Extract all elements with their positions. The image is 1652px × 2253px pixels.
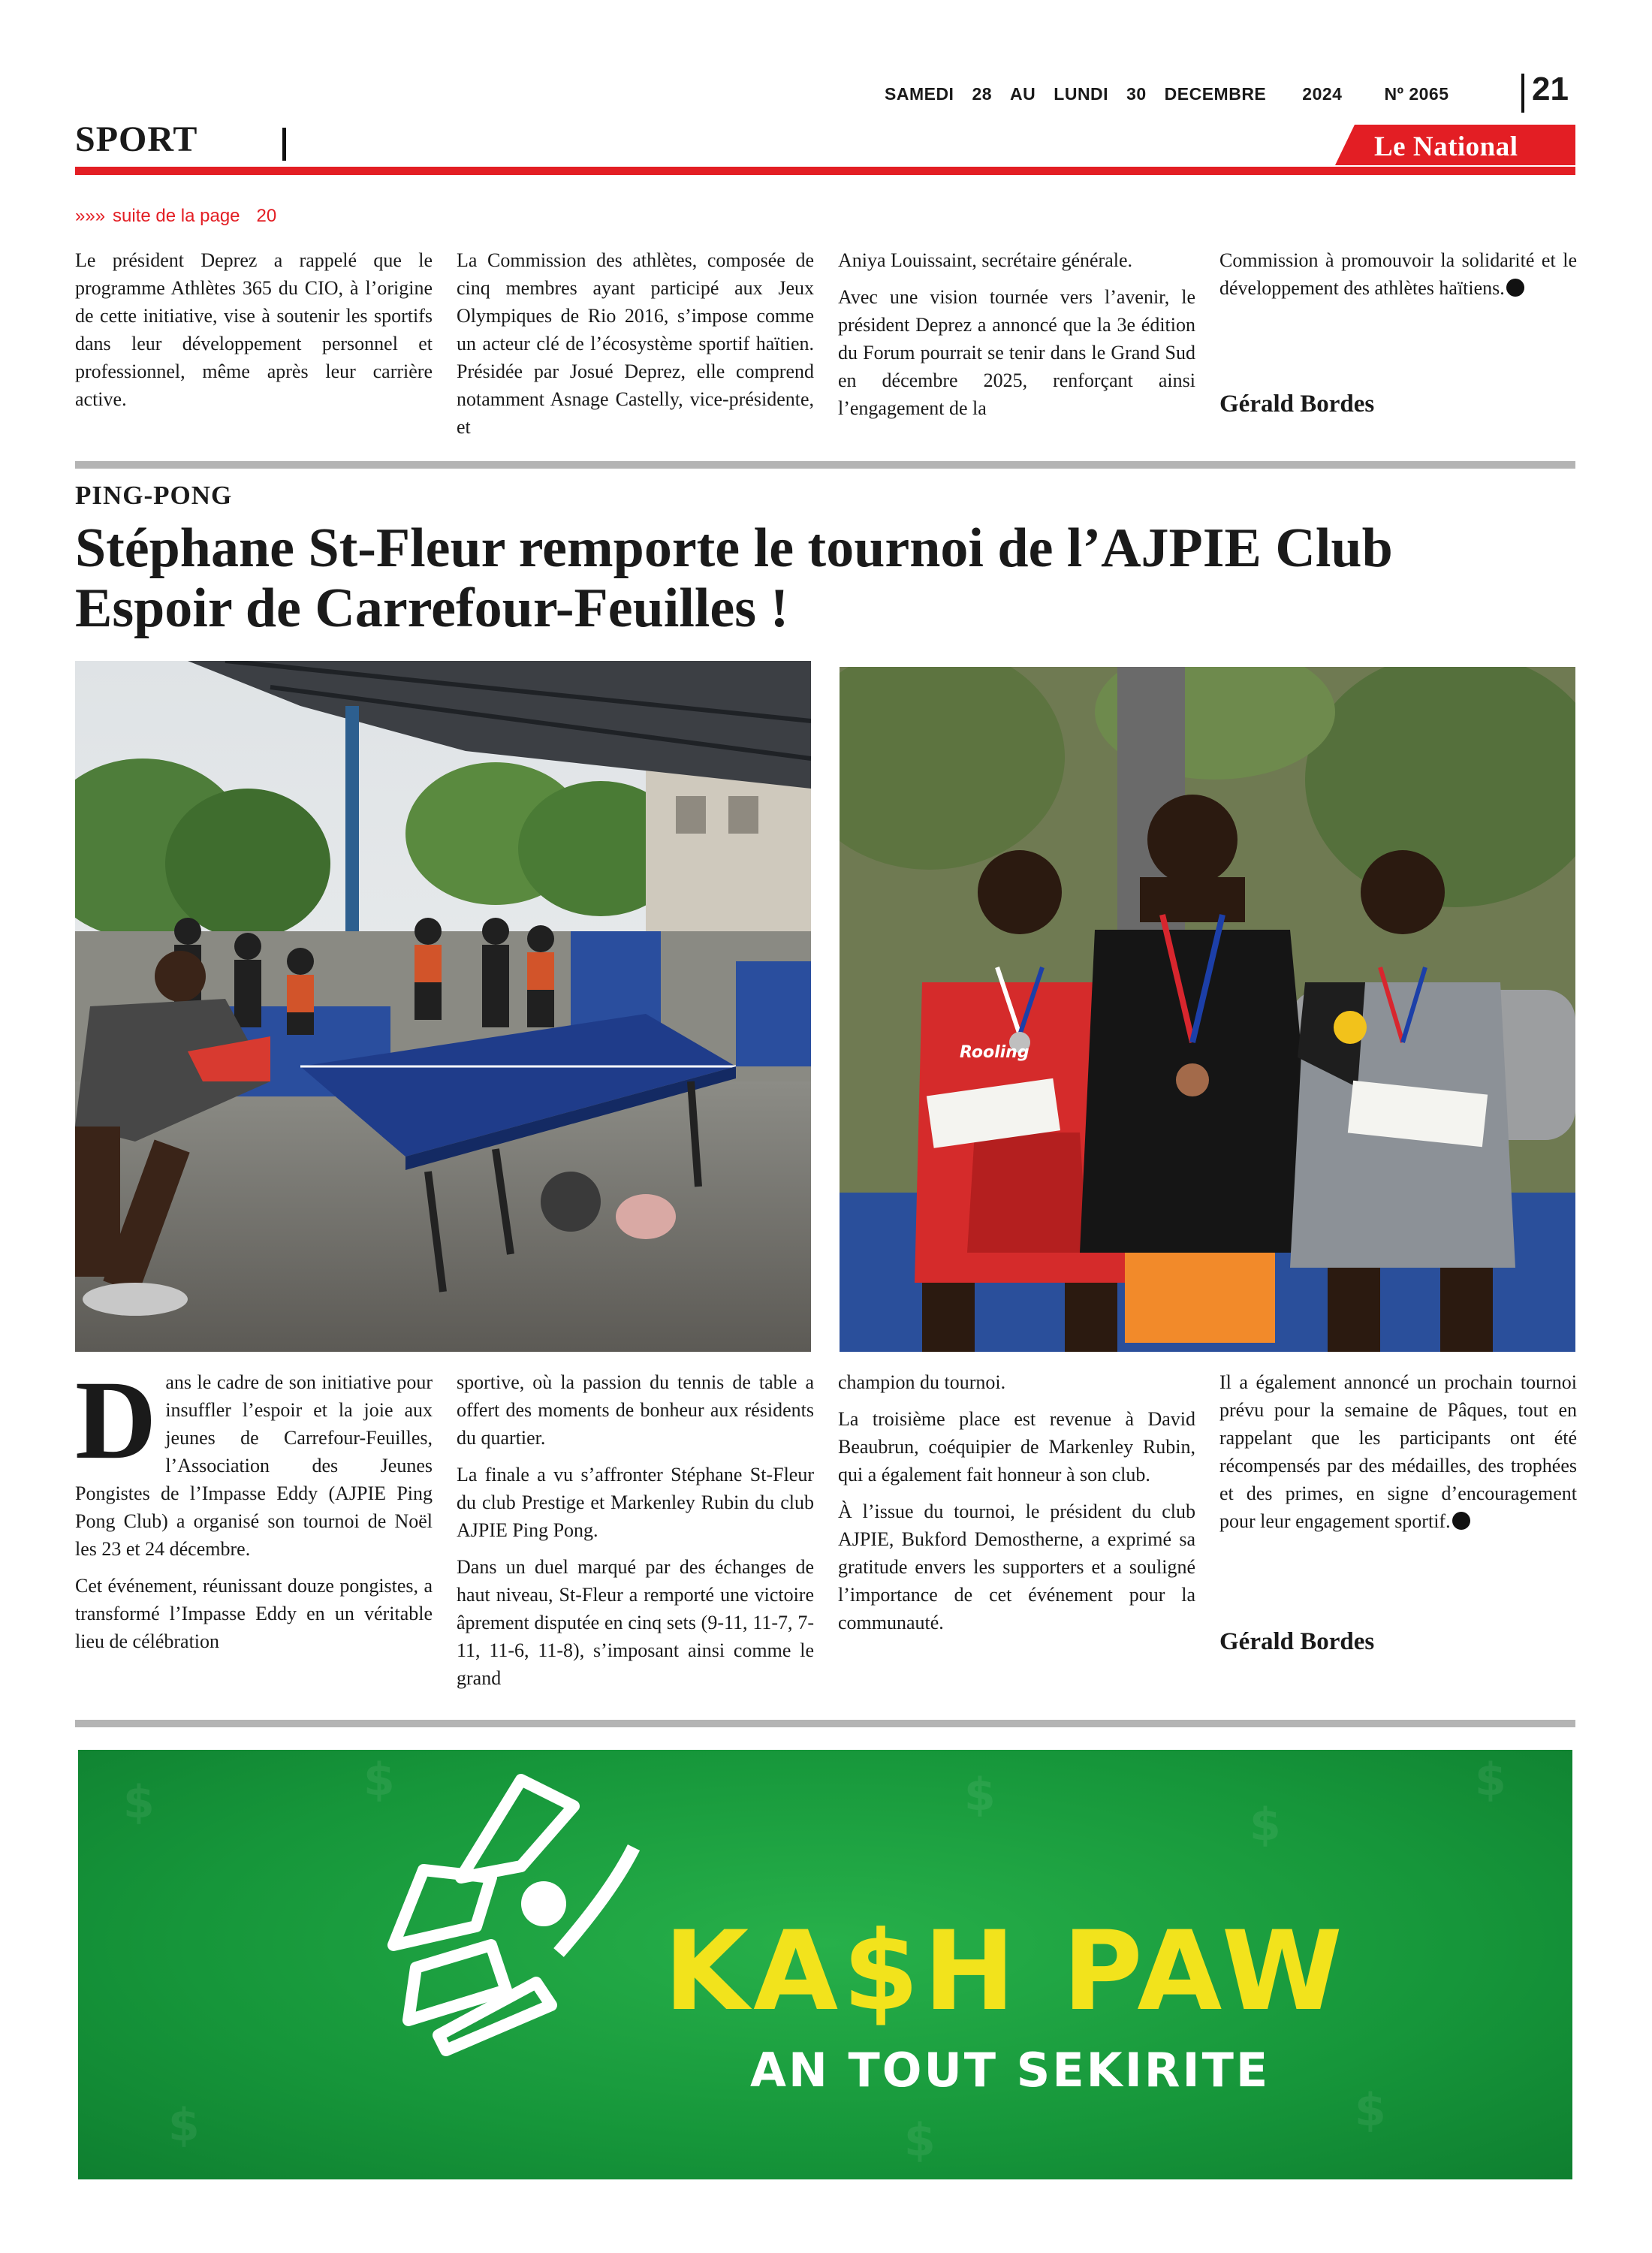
article-col-1: Dans le cadre de son initiative pour insuffler l’espoir et la joie aux jeunes de Carrefour-Feuilles, l’Association des Jeunes Pongistes de l’Impasse Eddy (AJPIE Ping Pong Club) a organisé son tournoi de Noël les 23 et 24 décembre. Cet événement, réunissant douze pongistes, a transformé l’Impasse Eddy en un véritable lieu de célébration bbox=[75, 1358, 433, 1652]
section-rule bbox=[75, 461, 1575, 469]
end-mark-icon bbox=[1452, 1512, 1470, 1530]
ad-separator-rule bbox=[75, 1720, 1575, 1727]
header-rule bbox=[75, 167, 1575, 175]
svg-text:$: $ bbox=[1355, 2084, 1386, 2137]
end-mark-icon bbox=[1506, 279, 1524, 297]
photo-podium bbox=[840, 667, 1575, 1352]
prev-article-col-3: Aniya Louissaint, secrétaire générale. Avec une vision tournée vers l’avenir, le président Deprez a annoncé que la 3e édition du Forum pourrait se tenir dans le Grand Sud en décembre 2025, renforçant ainsi l’engagement de la bbox=[838, 249, 1195, 419]
article-col-3: champion du tournoi. La troisième place est revenue à David Beaubrun, coéquipier de Markenley Rubin, qui a également fait honneur à son club. À l’issue du tournoi, le président du club AJPIE, Bukford Demostherne, a exprimé sa gratitude envers les supporters et a souligné l’importance de cet événement pour la communauté. bbox=[838, 1371, 1195, 1633]
article-author: Gérald Bordes bbox=[1219, 1628, 1375, 1655]
section-divider bbox=[282, 128, 286, 161]
podium-photo-image bbox=[840, 667, 1575, 1352]
issue-number: Nº 2065 bbox=[1384, 84, 1449, 104]
article-col-4: Il a également annoncé un prochain tournoi prévu pour la semaine de Pâques, tout en rappelant que les participants ont été récompensés par des médailles, des trophées et des primes, en signe d’encouragement pour leur engagement sportif. bbox=[1219, 1371, 1577, 1532]
continued-from: »»» suite de la page 20 bbox=[75, 206, 277, 226]
prev-article-col-1: Le président Deprez a rappelé que le programme Athlètes 365 du CIO, à l’origine de cette initiative, vise à soutenir les sportifs dans leur développement personnel et professionnel, même après leur carrière active. bbox=[75, 249, 433, 410]
page-number: 21 bbox=[1532, 71, 1569, 107]
money-hand-logo-icon bbox=[378, 1765, 664, 2065]
svg-text:$: $ bbox=[123, 1776, 155, 1829]
ad-brand: KA$H PAW bbox=[664, 1908, 1347, 2035]
svg-text:$: $ bbox=[363, 1754, 395, 1806]
article-col-2: sportive, où la passion du tennis de table a offert des moments de bonheur aux résidents du quartier. La finale a vu s’affronter Stéphane St-Fleur du club Prestige et Markenley Rubin du club AJPIE Ping Pong. Dans un duel marqué par des échanges de haut niveau, St-Fleur a remporté une victoire âprement disputée en cinq sets (9-11, 11-7, 7-11, 11-6, 11-8), s’imposant ainsi comme le grand bbox=[457, 1371, 814, 1689]
svg-text:$: $ bbox=[1475, 1754, 1506, 1806]
article-title: Stéphane St-Fleur remporte le tournoi de l’AJPIE Club Espoir de Carrefour-Feuilles ! bbox=[75, 517, 1393, 639]
issue-date: SAMEDI 28 AU LUNDI 30 DECEMBRE 2024 Nº 2065 bbox=[885, 84, 1449, 104]
prev-article-col-2: La Commission des athlètes, composée de cinq membres ayant participé aux Jeux Olympiques de Rio 2016, s’impose comme un acteur clé de l’écosystème sportif haïtien. Présidée par Josué Deprez, elle comprend notamment Asnage Castelly, vice-présidente, et bbox=[457, 249, 814, 438]
header-divider bbox=[1521, 74, 1524, 113]
brand-name: Le National bbox=[1374, 131, 1518, 162]
prev-article-author: Gérald Bordes bbox=[1219, 391, 1375, 418]
svg-text:$: $ bbox=[904, 2114, 936, 2167]
drop-cap: D bbox=[75, 1358, 157, 1482]
svg-text:$: $ bbox=[1250, 1799, 1281, 1851]
section-title: SPORT bbox=[75, 119, 198, 159]
svg-text:$: $ bbox=[964, 1769, 996, 1821]
article-kicker: PING-PONG bbox=[75, 481, 233, 510]
svg-text:$: $ bbox=[168, 2099, 200, 2152]
kash-paw-ad[interactable] bbox=[78, 1750, 1572, 2179]
ad-tagline: AN TOUT SEKIRITE bbox=[750, 2043, 1271, 2098]
shirt-print: Rooling bbox=[960, 1043, 1029, 1062]
prev-article-col-4: Commission à promouvoir la solidarité et le développement des athlètes haïtiens. bbox=[1219, 249, 1577, 299]
photo-match bbox=[75, 661, 811, 1352]
match-photo-image bbox=[75, 661, 811, 1352]
